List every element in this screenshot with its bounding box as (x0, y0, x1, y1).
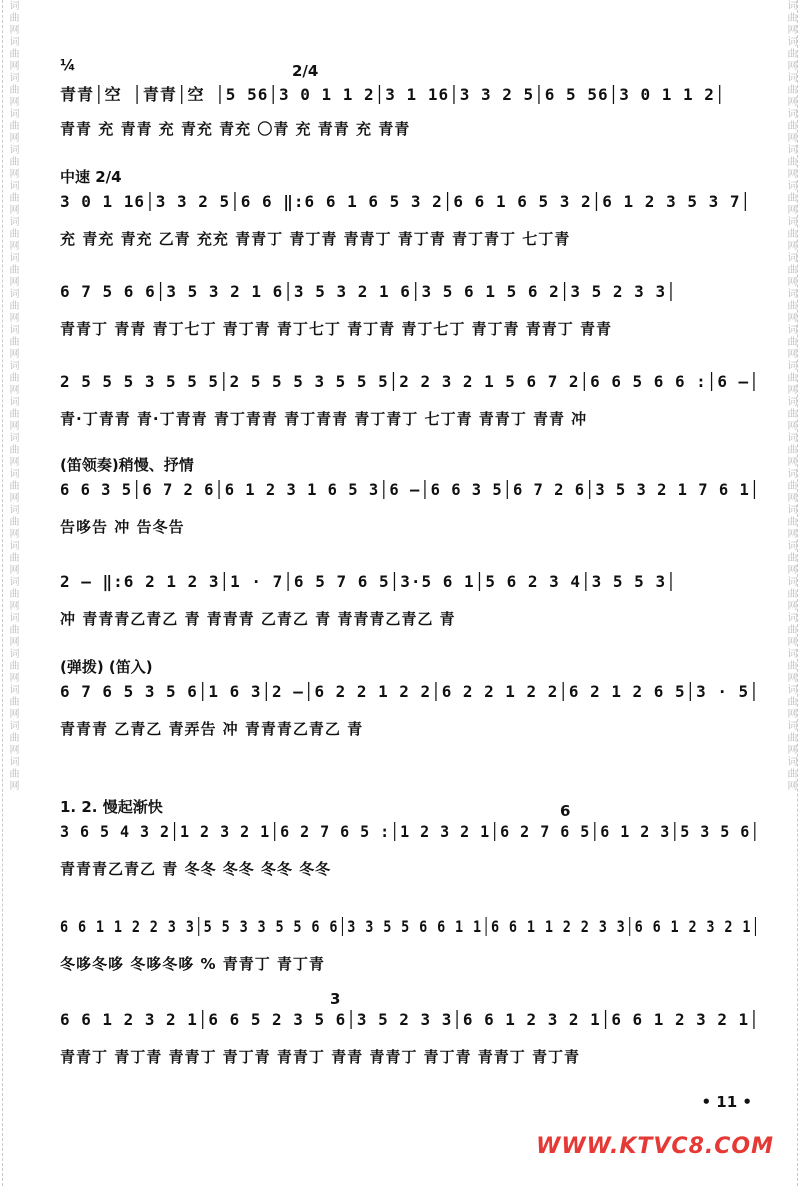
lyric-line: 青青青 乙青乙 青弄告 冲 青青青乙青乙 青 (60, 720, 364, 738)
notation-line: 6 6 1 2 3 2 1│6 6 5 2 3 5 6│3 5 2 3 3│6 6 1 2 3 2 1│6 6 1 2 3 2 1│ (60, 1010, 760, 1029)
watermark-text: 词曲网词曲网词曲网词曲网词曲网词曲网词曲网词曲网词曲网词曲网词曲网词曲网词曲网词曲网词曲网词曲网词曲网词曲网词曲网词曲网词曲网词曲网 (785, 0, 796, 792)
lyric-line: 青青青乙青乙 青 冬冬 冬冬 冬冬 冬冬 (60, 860, 332, 878)
lyric-line: 告哆告 冲 告冬告 (60, 518, 185, 536)
lyric-line: 青青丁 青青 青丁七丁 青丁青 青丁七丁 青丁青 青丁七丁 青丁青 青青丁 青青 (60, 320, 613, 338)
site-watermark: WWW.KTVC8.COM (536, 1134, 774, 1159)
lyric-line: 青青丁 青丁青 青青丁 青丁青 青青丁 青青 青青丁 青丁青 青青丁 青丁青 (60, 1048, 581, 1066)
notation-line: 2 — ‖:6 2 1 2 3│1 · 7│6 5 7 6 5│3·5 6 1│5 6 2 3 4│3 5 5 3│ (60, 572, 677, 591)
system-annotation: 3 (330, 990, 341, 1008)
notation-line: 6 6 3 5│6 7 2 6│6 1 2 3 1 6 5 3│6 —│6 6 3 5│6 7 2 6│3 5 3 2 1 7 6 1│ (60, 480, 761, 499)
lyric-line: 冲 青青青乙青乙 青 青青青 乙青乙 青 青青青乙青乙 青 (60, 610, 456, 628)
performance-mark: (弹拨) (笛入) (60, 658, 153, 676)
system-annotation: 6 (560, 802, 571, 820)
notation-line: 6 7 6 5 3 5 6│1 6 3│2 —│6 2 2 1 2 2│6 2 2 1 2 2│6 2 1 2 6 5│3 · 5│ (60, 682, 760, 701)
performance-mark: 1. 2. 慢起渐快 (60, 798, 163, 816)
system-annotation: 2/4 (292, 62, 319, 80)
notation-line: 3 0 1 16│3 3 2 5│6 6 ‖:6 6 1 6 5 3 2│6 6 1 6 5 3 2│6 1 2 3 5 3 7│ (60, 192, 752, 211)
performance-mark: 中速 2/4 (60, 168, 122, 186)
page-number: • 11 • (701, 1093, 752, 1111)
notation-line: 6 6 1 1 2 2 3 3│5 5 3 3 5 5 6 6│3 3 5 5 6 6 1 1│6 6 1 1 2 2 3 3│6 6 1 2 3 2 1│ (60, 917, 761, 936)
watermark-text: 词曲网词曲网词曲网词曲网词曲网词曲网词曲网词曲网词曲网词曲网词曲网词曲网词曲网词曲网词曲网词曲网词曲网词曲网词曲网词曲网词曲网词曲网 (7, 0, 18, 792)
performance-mark: (笛领奏)稍慢、抒情 (60, 456, 194, 474)
notation-line: 3 6 5 4 3 2│1 2 3 2 1│6 2 7 6 5 :│1 2 3 2 1│6 2 7 6 5│6 1 2 3│5 3 5 6│ (60, 822, 761, 841)
right-watermark-column (781, 0, 798, 1186)
notation-line: 2 5 5 5 3 5 5 5│2 5 5 5 3 5 5 5│2 2 3 2 1 5 6 7 2│6 6 5 6 6 :│6 —│ (60, 372, 760, 391)
lyric-line: 青青 充 青青 充 青充 青充 〇青 充 青青 充 青青 (60, 120, 411, 138)
notation-line: 6 7 5 6 6│3 5 3 2 1 6│3 5 3 2 1 6│3 5 6 1 5 6 2│3 5 2 3 3│ (60, 282, 677, 301)
notation-line: 青青│空 │青青│空 │5 56│3 0 1 1 2│3 1 16│3 3 2 5│6 5 56│3 0 1 1 2│ (60, 85, 726, 104)
left-watermark-column (2, 0, 19, 1186)
performance-mark: ¼ (60, 56, 76, 74)
lyric-line: 冬哆冬哆 冬哆冬哆 % 青青丁 青丁青 (60, 955, 325, 973)
lyric-line: 充 青充 青充 乙青 充充 青青丁 青丁青 青青丁 青丁青 青丁青丁 七丁青 (60, 230, 571, 248)
lyric-line: 青·丁青青 青·丁青青 青丁青青 青丁青青 青丁青丁 七丁青 青青丁 青青 冲 (60, 410, 588, 428)
